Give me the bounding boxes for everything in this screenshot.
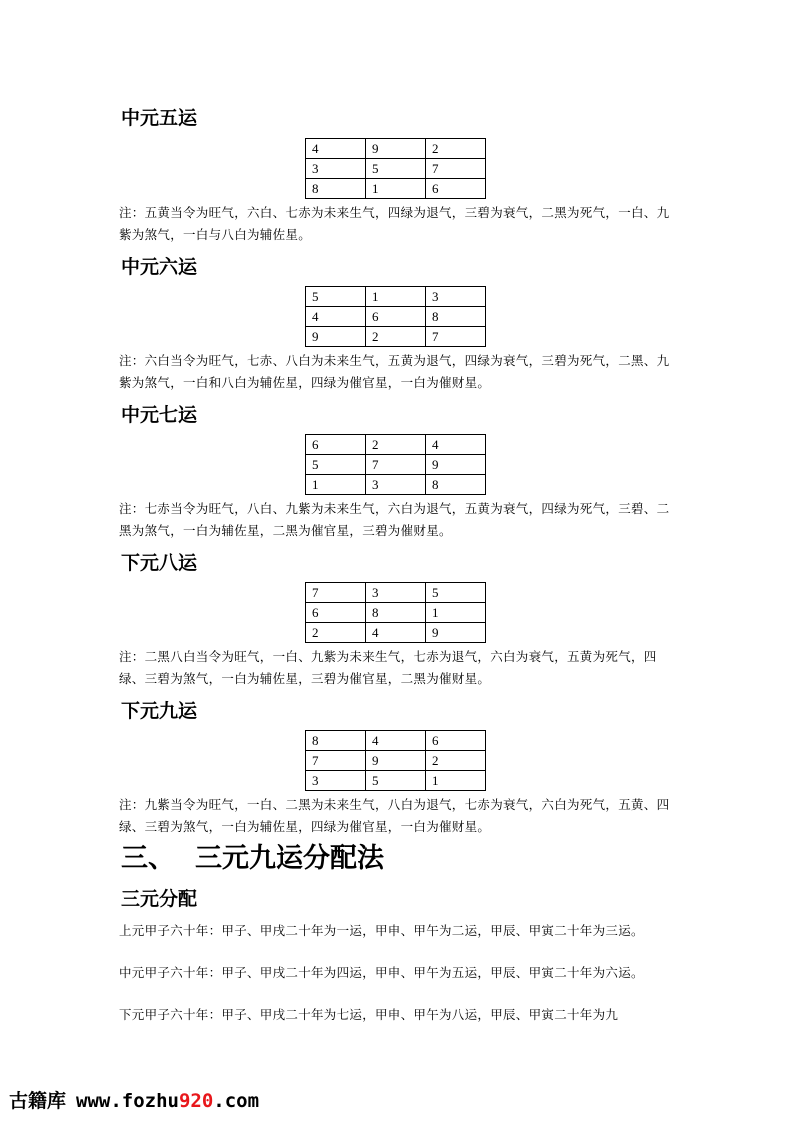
paragraph-upper-yuan: 上元甲子六十年：甲子、甲戌二十年为一运，甲申、甲午为二运，甲辰、甲寅二十年为三运。 (119, 923, 644, 938)
grid-cell: 5 (366, 159, 426, 179)
section-note-2: 注：六白当令为旺气，七赤、八白为未来生气，五黄为退气，四绿为衰气，三碧为死气，二黑、九紫为煞气，一白和八白为辅佐星，四绿为催官星，一白为催财星。 (119, 353, 670, 390)
chapter-number: 三、 (121, 843, 175, 874)
grid-cell: 7 (426, 159, 486, 179)
grid-cell: 9 (366, 139, 426, 159)
chapter-heading (121, 842, 384, 876)
section-note-4: 注：二黑八白当令为旺气，一白、九紫为未来生气，七赤为退气，六白为衰气，五黄为死气，四绿、三碧为煞气，一白为辅佐星，三碧为催官星，二黑为催财星。 (119, 649, 657, 686)
grid-cell: 3 (426, 287, 486, 307)
grid-cell: 2 (366, 435, 426, 455)
grid-cell: 5 (306, 287, 366, 307)
flying-star-grid-2 (305, 286, 486, 347)
grid-cell: 1 (366, 287, 426, 307)
grid-row (306, 455, 486, 475)
grid-cell: 4 (426, 435, 486, 455)
grid-cell: 2 (366, 327, 426, 347)
grid-cell: 8 (426, 475, 486, 495)
section-title-3: 中元七运 (121, 404, 198, 426)
watermark-url-suffix: .com (213, 1090, 260, 1112)
grid-cell: 8 (366, 603, 426, 623)
grid-cell: 1 (306, 475, 366, 495)
grid-row (306, 287, 486, 307)
paragraph-middle-yuan: 中元甲子六十年：甲子、甲戌二十年为四运，甲申、甲午为五运，甲辰、甲寅二十年为六运。 (119, 965, 644, 980)
grid-cell: 2 (426, 139, 486, 159)
grid-cell: 4 (366, 623, 426, 643)
grid-row (306, 159, 486, 179)
grid-row (306, 751, 486, 771)
section-note-1: 注：五黄当令为旺气，六白、七赤为未来生气，四绿为退气，三碧为衰气，二黑为死气，一白、九紫为煞气，一白与八白为辅佐星。 (119, 205, 670, 242)
grid-cell: 6 (426, 731, 486, 751)
flying-star-grid-1 (305, 138, 486, 199)
grid-cell: 1 (426, 603, 486, 623)
section-title-5: 下元九运 (121, 700, 198, 722)
grid-row (306, 731, 486, 751)
site-watermark (9, 1088, 259, 1114)
watermark-brand: 古籍库 (9, 1090, 67, 1112)
chapter-title: 三元九运分配法 (195, 843, 384, 874)
grid-cell: 2 (306, 623, 366, 643)
paragraph-lower-yuan: 下元甲子六十年：甲子、甲戌二十年为七运，甲申、甲午为八运，甲辰、甲寅二十年为九 (119, 1007, 619, 1022)
flying-star-grid-4 (305, 582, 486, 643)
subsection-title: 三元分配 (121, 888, 198, 910)
grid-cell: 4 (306, 139, 366, 159)
grid-row (306, 623, 486, 643)
section-note-5: 注：九紫当令为旺气，一白、二黑为未来生气，八白为退气，七赤为衰气，六白为死气，五黄、四绿、三碧为煞气，一白为辅佐星，四绿为催官星，一白为催财星。 (119, 797, 670, 834)
grid-cell: 6 (426, 179, 486, 199)
grid-row (306, 435, 486, 455)
grid-cell: 9 (426, 623, 486, 643)
watermark-url-prefix: www.fozhu (76, 1090, 179, 1112)
grid-row (306, 583, 486, 603)
grid-cell: 9 (426, 455, 486, 475)
grid-cell: 3 (306, 771, 366, 791)
grid-cell: 3 (306, 159, 366, 179)
grid-row (306, 327, 486, 347)
grid-cell: 7 (366, 455, 426, 475)
flying-star-grid-3 (305, 434, 486, 495)
grid-cell: 6 (306, 603, 366, 623)
grid-cell: 5 (306, 455, 366, 475)
watermark-url-accent: 920 (178, 1090, 214, 1112)
grid-cell: 2 (426, 751, 486, 771)
grid-row (306, 139, 486, 159)
section-title-2: 中元六运 (121, 256, 198, 278)
grid-cell: 8 (306, 179, 366, 199)
grid-cell: 1 (426, 771, 486, 791)
section-title-4: 下元八运 (121, 552, 198, 574)
grid-cell: 7 (306, 583, 366, 603)
grid-cell: 3 (366, 475, 426, 495)
grid-row (306, 771, 486, 791)
flying-star-grid-5 (305, 730, 486, 791)
grid-cell: 6 (306, 435, 366, 455)
grid-cell: 4 (366, 731, 426, 751)
grid-cell: 8 (306, 731, 366, 751)
grid-cell: 1 (366, 179, 426, 199)
section-title-1: 中元五运 (121, 107, 198, 129)
grid-cell: 9 (306, 327, 366, 347)
grid-row (306, 475, 486, 495)
grid-cell: 8 (426, 307, 486, 327)
grid-cell: 3 (366, 583, 426, 603)
grid-cell: 7 (426, 327, 486, 347)
grid-cell: 4 (306, 307, 366, 327)
grid-cell: 7 (306, 751, 366, 771)
grid-row (306, 603, 486, 623)
grid-cell: 5 (366, 771, 426, 791)
grid-row (306, 307, 486, 327)
grid-cell: 5 (426, 583, 486, 603)
grid-row (306, 179, 486, 199)
grid-cell: 6 (366, 307, 426, 327)
grid-cell: 9 (366, 751, 426, 771)
section-note-3: 注：七赤当令为旺气，八白、九紫为未来生气，六白为退气，五黄为衰气，四绿为死气，三碧、二黑为煞气，一白为辅佐星，二黑为催官星，三碧为催财星。 (119, 501, 670, 538)
